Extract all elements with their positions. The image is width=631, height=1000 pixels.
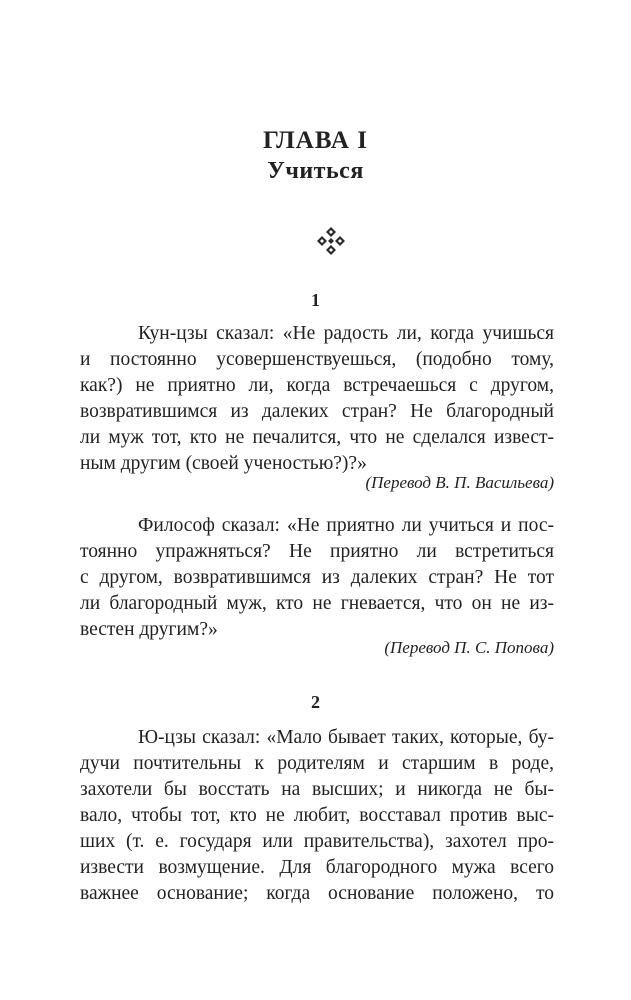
text-line: ли благородный муж, кто не гневается, что он не из- (80, 593, 554, 614)
text-line: извести возмущение. Для благородного мужа всего (80, 857, 554, 878)
text-line: и постоянно усовершенствуешься, (подобно тому, (80, 349, 554, 370)
text-line: Философ сказал: «Не приятно ли учиться и пос- (138, 515, 554, 536)
text-line: Ю-цзы сказал: «Мало бывает таких, которые, бу- (138, 727, 554, 748)
text-line: тоянно упражняться? Не приятно ли встретиться (80, 541, 554, 562)
text-line: вестен другим?» (80, 619, 218, 640)
chapter-number: ГЛАВА I (263, 127, 368, 154)
text-line: с другом, возвратившимся из далеких стран? Не тот (80, 567, 554, 588)
section-number: 1 (311, 290, 320, 310)
text-line: захотели бы восстать на высших; и никогда не бы- (80, 779, 554, 800)
text-line: ным другим (своей ученостью?)?» (80, 453, 367, 474)
paragraph (80, 321, 554, 477)
diamond-fleuron-icon (316, 226, 346, 256)
text-line: ших (т. е. государя или правительства), захотел про- (80, 831, 554, 852)
translator-citation: (Перевод П. С. Попова) (384, 638, 554, 657)
translator-citation: (Перевод В. П. Васильева) (365, 473, 554, 492)
text-line: дучи почтительны к родителям и старшим в роде, (80, 753, 554, 774)
text-line: возвратившимся из далеких стран? Не благородный (80, 401, 554, 422)
section-number: 2 (311, 692, 320, 712)
text-line: Кун-цзы сказал: «Не радость ли, когда учишься (138, 323, 554, 344)
text-line: как?) не приятно ли, когда встречаешься с другом, (80, 375, 554, 396)
paragraph (80, 513, 554, 643)
text-line: ли муж тот, кто не печалится, что не сделался извест- (80, 427, 554, 448)
text-line: вало, чтобы тот, кто не любит, восставал против выс- (80, 805, 554, 826)
text-line: важнее основание; когда основание положено, то (80, 883, 554, 904)
chapter-title: Учиться (267, 158, 364, 184)
paragraph (80, 725, 554, 907)
